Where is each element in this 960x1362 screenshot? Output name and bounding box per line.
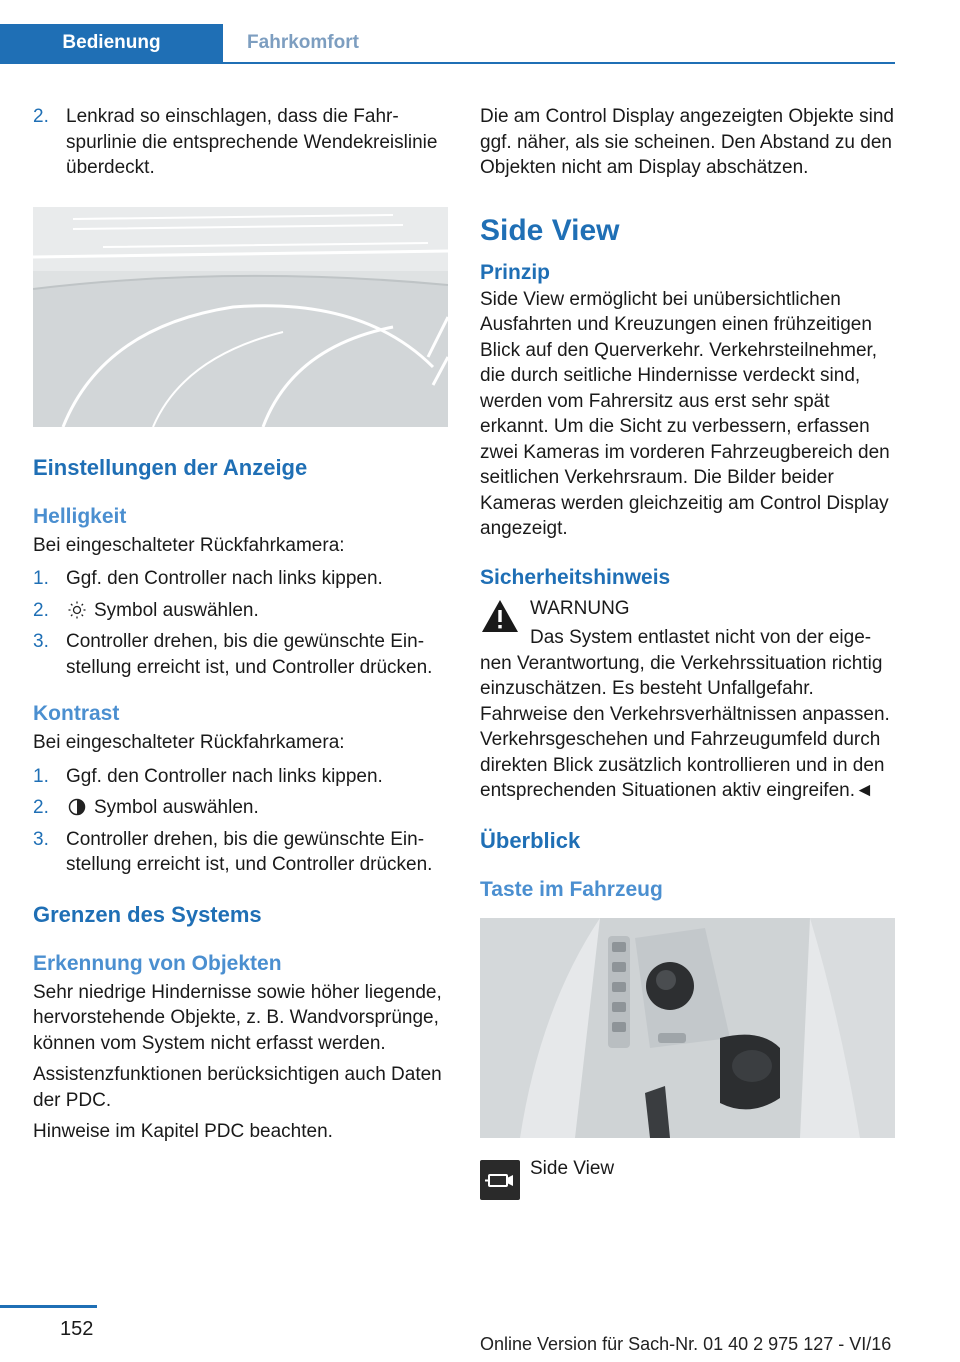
warning-text-content: Das System entlastet nicht von der eigenen Verantwortung, die Verkehrssituation richtig einzuschätzen. Es besteht Unfallgefahr. Fahrweise den Verkehrsverhältnissen anpassen. Verkehrsgeschehen und Fahrzeugumfeld durch direkten Blick zusätzlich kontrollieren und in den entsprechenden Situationen aktiv eingreifen.◄ [480, 627, 890, 801]
right-column [480, 104, 895, 1200]
step-number: 1. [33, 568, 49, 589]
tab-bedienung[interactable]: Bedienung [0, 24, 223, 62]
section-title-overview: Überblick [480, 827, 581, 853]
list-item [33, 764, 448, 790]
center-console-illustration [480, 918, 895, 1138]
subsection-title-detection: Erkennung von Objekten [33, 951, 282, 975]
contrast-intro: Bei eingeschalteter Rückfahrkamera: [33, 732, 345, 753]
brightness-steps [33, 566, 448, 680]
step-number: 2. [33, 797, 49, 818]
subsection-title-button: Taste im Fahrzeug [480, 877, 663, 901]
online-version-note: Online Version für Sach-Nr. 01 40 2 975 127 - VI/16 [480, 1334, 892, 1354]
detection-paragraph-2: Assistenzfunktionen berücksichtigen auch Daten der PDC. [33, 1064, 442, 1111]
list-item [33, 566, 448, 592]
step-number: 1. [33, 765, 49, 787]
side-view-button-label: Side View [530, 1157, 615, 1179]
step-number: 2. [33, 599, 49, 621]
step-text: Symbol auswählen. [94, 599, 259, 621]
side-view-button-icon[interactable] [480, 1160, 520, 1200]
step-number: 3. [33, 631, 49, 652]
list-item [33, 598, 448, 624]
subsection-title-principle: Prinzip [480, 260, 551, 284]
footer-accent-line [0, 1305, 97, 1308]
warning-text [480, 625, 895, 804]
step-text: Lenkrad so einschlagen, dass die Fahrspurlinie die entsprechende Wendekreislinie überdeckt. [66, 106, 438, 178]
section-title-side-view: Side View [480, 213, 620, 247]
center-console-figure [480, 918, 895, 1138]
side-view-button-legend [480, 1157, 895, 1200]
brightness-icon [66, 601, 88, 619]
subsection-title-brightness: Helligkeit [33, 504, 127, 528]
page-number: 152 [60, 1318, 94, 1340]
principle-text: Side View ermöglicht bei unübersichtlichen Ausfahrten und Kreuzungen einen frühzeitigen Blick auf den Querverkehr. Verkehrsteilnehmer, die durch seitliche Hindernisse verdeckt sind, werden vom Fahrersitz aus erst sehr spät erkannt. Um die Sicht zu verbessern, erfassen zwei Kameras im vorderen Fahrzeugbereich den seitlichen Verkehrsraum. Die Bilder beider Kameras werden gleichzeitig am Control Display angezeigt. [480, 288, 890, 539]
warning-triangle-icon [480, 598, 520, 634]
step-number: 3. [33, 828, 49, 850]
subsection-title-contrast: Kontrast [33, 702, 120, 725]
contrast-icon [66, 798, 88, 816]
warning-block [480, 596, 895, 804]
step-text: Ggf. den Controller nach links kippen. [66, 568, 383, 589]
brightness-intro: Bei eingeschalteter Rückfahrkamera: [33, 534, 345, 556]
detection-paragraph-1: Sehr niedrige Hindernisse sowie höher liegende, hervorstehende Objekte, z. B. Wandvorsprünge, können vom System nicht erfasst werden. [33, 981, 442, 1054]
section-title-limits: Grenzen des Systems [33, 901, 262, 927]
contrast-steps [33, 764, 448, 878]
camera-guidelines-figure [33, 207, 448, 427]
guidelines-illustration [33, 207, 448, 427]
list-item [33, 629, 448, 680]
step-number: 2. [33, 106, 49, 127]
step-text: Symbol auswählen. [94, 797, 259, 818]
display-distance-note: Die am Control Display angezeigten Objekte sind ggf. näher, als sie scheinen. Den Abstand zu den Objekten nicht am Display abschätzen. [480, 106, 894, 178]
chapter-tabbar [0, 24, 895, 64]
left-column [33, 104, 448, 1145]
list-item [33, 104, 448, 181]
list-item [33, 827, 448, 878]
warning-label: WARNUNG [530, 597, 630, 619]
tab-fahrkomfort[interactable]: Fahrkomfort [247, 32, 359, 53]
side-view-icon [480, 1160, 520, 1200]
step-text: Controller drehen, bis die gewünschte Einstellung erreicht ist, und Controller drücken. [66, 828, 433, 875]
list-item [33, 795, 448, 821]
step-text: Ggf. den Controller nach links kippen. [66, 765, 383, 787]
section-title-settings: Einstellungen der Anzeige [33, 454, 308, 480]
subsection-title-safety: Sicherheitshinweis [480, 565, 671, 589]
detection-paragraph-3: Hinweise im Kapitel PDC beachten. [33, 1121, 333, 1142]
step-text: Controller drehen, bis die gewünschte Einstellung erreicht ist, und Controller drücken. [66, 631, 433, 678]
